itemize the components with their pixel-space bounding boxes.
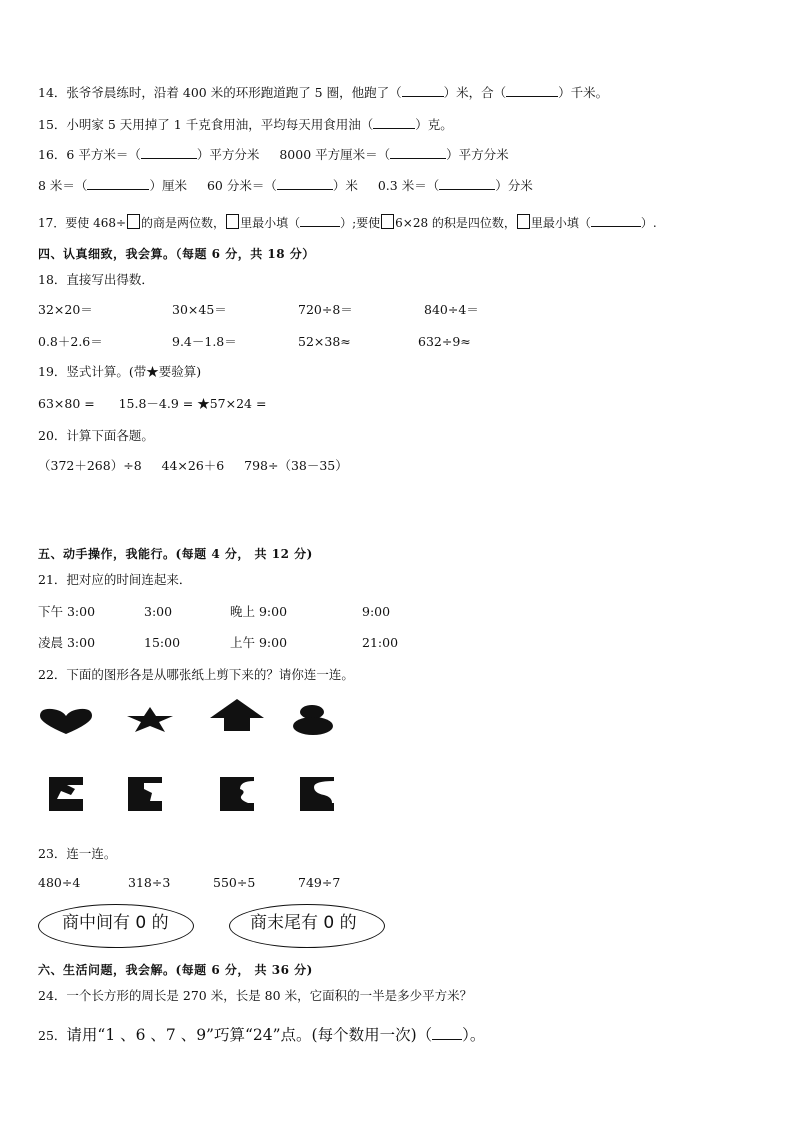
heart-shape-icon[interactable] [38, 706, 94, 736]
answer-blank[interactable] [390, 146, 446, 159]
blank-square[interactable] [226, 214, 239, 229]
question-20-title: 20．计算下面各题。 [38, 428, 154, 443]
section-heading-5: 五、动手操作，我能行。(每题 4 分， 共 12 分) [38, 547, 313, 561]
time-item[interactable]: 9:00 [362, 604, 391, 619]
paper-c-icon[interactable] [218, 775, 256, 813]
question-16-line2: 8 米＝（ ）厘米 60 分米＝（ ）米 0.3 米＝（ ）分米 [38, 178, 533, 193]
question-15: 15．小明家 5 天用掉了 1 千克食用油，平均每天用食用油（ ）克。 [38, 117, 453, 132]
paper-b-icon[interactable] [126, 775, 164, 813]
division-expr[interactable]: 749÷7 [298, 875, 341, 890]
question-18-title: 18．直接写出得数． [38, 272, 154, 287]
calc-item: 9.4－1.8＝ [172, 334, 237, 349]
blank-square[interactable] [127, 214, 140, 229]
answer-blank[interactable] [402, 84, 444, 97]
division-expr[interactable]: 318÷3 [128, 875, 171, 890]
division-expr[interactable]: 550÷5 [213, 875, 256, 890]
calc-item: 840÷4＝ [424, 302, 479, 317]
blank-square[interactable] [517, 214, 530, 229]
question-19-title: 19．竖式计算。(带★要验算) [38, 364, 202, 379]
question-16: 16．6 平方米＝（ ）平方分米 8000 平方厘米＝（ ）平方分米 [38, 147, 509, 162]
time-item[interactable]: 凌晨 3:00 [38, 635, 96, 650]
time-item[interactable]: 21:00 [362, 635, 399, 650]
time-item[interactable]: 3:00 [144, 604, 173, 619]
division-expr[interactable]: 480÷4 [38, 875, 81, 890]
answer-blank[interactable] [439, 177, 495, 190]
question-17: 17．要使 468÷ 的商是两位数， 里最小填（ ）;要使 6×28 的积是四位数， 里最小填（ ）. [38, 216, 657, 230]
oval-label: 商末尾有 0 的 [250, 913, 357, 933]
answer-blank[interactable] [373, 116, 415, 129]
snowman-shape-icon[interactable] [290, 704, 336, 736]
arrow-tree-shape-icon[interactable] [208, 698, 266, 732]
section-heading-4: 四、认真细致，我会算。（每题 6 分，共 18 分） [38, 247, 315, 261]
question-19-line: 63×80 = 15.8－4.9 = ★57×24 = [38, 396, 267, 411]
calc-item: 632÷9≈ [418, 334, 471, 349]
answer-blank[interactable] [300, 214, 340, 227]
answer-blank[interactable] [591, 214, 641, 227]
calc-item: 0.8＋2.6＝ [38, 334, 103, 349]
time-item[interactable]: 晚上 9:00 [230, 604, 288, 619]
answer-blank[interactable] [141, 146, 197, 159]
calc-item: 30×45＝ [172, 302, 227, 317]
time-item[interactable]: 15:00 [144, 635, 181, 650]
calc-item: 720÷8＝ [298, 302, 353, 317]
oval-label: 商中间有 0 的 [62, 913, 169, 933]
time-item[interactable]: 上午 9:00 [230, 635, 288, 650]
calc-item: 32×20＝ [38, 302, 93, 317]
calc-item: 52×38≈ [298, 334, 351, 349]
question-21-title: 21．把对应的时间连起来． [38, 572, 192, 587]
question-23-title: 23．连一连。 [38, 846, 117, 861]
paper-a-icon[interactable] [47, 775, 85, 813]
question-20-line: （372＋268）÷8 44×26＋6 798÷（38－35） [38, 458, 348, 473]
blank-square[interactable] [381, 214, 394, 229]
question-24: 24．一个长方形的周长是 270 米，长是 80 米，它面积的一半是多少平方米？ [38, 988, 473, 1003]
answer-blank[interactable] [432, 1024, 462, 1040]
section-heading-6: 六、生活问题，我会解。(每题 6 分， 共 36 分) [38, 963, 313, 977]
question-22-title: 22．下面的图形各是从哪张纸上剪下来的？请你连一连。 [38, 667, 354, 682]
question-14: 14．张爷爷晨练时，沿着 400 米的环形跑道跑了 5 圈，他跑了（ ）米，合（ ）千米。 [38, 85, 609, 100]
answer-blank[interactable] [506, 84, 558, 97]
question-25: 25．请用“1 、6 、7 、9”巧算“24”点。(每个数用一次)（ ）。 [38, 1026, 486, 1044]
paper-d-icon[interactable] [298, 775, 336, 813]
time-item[interactable]: 下午 3:00 [38, 604, 96, 619]
answer-blank[interactable] [277, 177, 333, 190]
answer-blank[interactable] [87, 177, 149, 190]
star-shape-icon[interactable] [125, 705, 175, 733]
